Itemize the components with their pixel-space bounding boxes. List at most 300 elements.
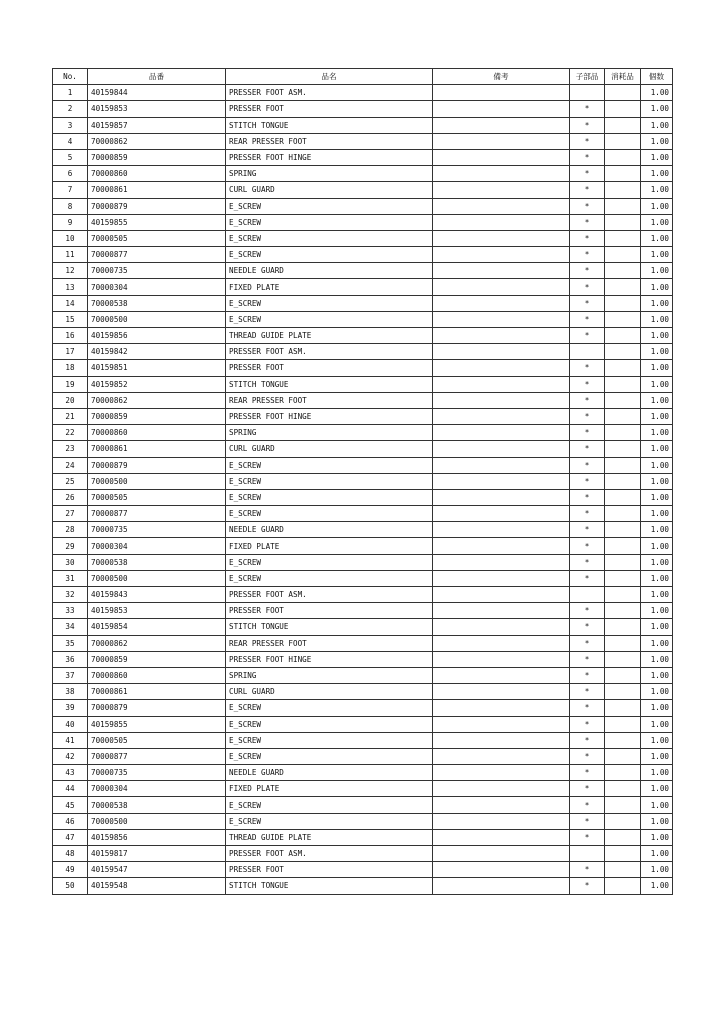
part-code: 70000505: [88, 732, 226, 748]
part-name: SPRING: [226, 667, 433, 683]
part-code: 70000879: [88, 700, 226, 716]
row-number: 49: [53, 862, 88, 878]
child-part-mark: *: [570, 328, 605, 344]
part-code: 70000538: [88, 554, 226, 570]
row-number: 47: [53, 829, 88, 845]
row-number: 21: [53, 408, 88, 424]
part-code: 70000877: [88, 247, 226, 263]
table-row: [53, 748, 673, 764]
remarks: [433, 619, 570, 635]
part-code: 40159855: [88, 214, 226, 230]
part-name: E_SCREW: [226, 797, 433, 813]
child-part-mark: *: [570, 149, 605, 165]
remarks: [433, 813, 570, 829]
part-code: 70000505: [88, 230, 226, 246]
row-number: 15: [53, 311, 88, 327]
child-part-mark: [570, 587, 605, 603]
row-number: 24: [53, 457, 88, 473]
remarks: [433, 878, 570, 894]
part-name: E_SCREW: [226, 700, 433, 716]
consumable-mark: [605, 101, 641, 117]
child-part-mark: *: [570, 538, 605, 554]
table-row: [53, 522, 673, 538]
child-part-mark: *: [570, 376, 605, 392]
table-row: [53, 214, 673, 230]
row-number: 7: [53, 182, 88, 198]
quantity: 1.00: [641, 182, 673, 198]
row-number: 13: [53, 279, 88, 295]
child-part-mark: *: [570, 311, 605, 327]
header-remarks: 備考: [433, 69, 570, 85]
quantity: 1.00: [641, 667, 673, 683]
part-code: 40159852: [88, 376, 226, 392]
part-code: 70000859: [88, 408, 226, 424]
child-part-mark: *: [570, 619, 605, 635]
row-number: 43: [53, 765, 88, 781]
consumable-mark: [605, 392, 641, 408]
remarks: [433, 651, 570, 667]
part-code: 40159854: [88, 619, 226, 635]
part-code: 40159844: [88, 85, 226, 101]
part-code: 70000304: [88, 538, 226, 554]
part-name: E_SCREW: [226, 732, 433, 748]
table-row: [53, 506, 673, 522]
table-row: [53, 230, 673, 246]
consumable-mark: [605, 684, 641, 700]
remarks: [433, 716, 570, 732]
quantity: 1.00: [641, 376, 673, 392]
remarks: [433, 667, 570, 683]
remarks: [433, 85, 570, 101]
row-number: 44: [53, 781, 88, 797]
part-code: 70000304: [88, 279, 226, 295]
child-part-mark: *: [570, 473, 605, 489]
row-number: 1: [53, 85, 88, 101]
quantity: 1.00: [641, 489, 673, 505]
child-part-mark: *: [570, 765, 605, 781]
child-part-mark: *: [570, 101, 605, 117]
table-row: [53, 538, 673, 554]
quantity: 1.00: [641, 732, 673, 748]
child-part-mark: *: [570, 279, 605, 295]
quantity: 1.00: [641, 813, 673, 829]
child-part-mark: [570, 85, 605, 101]
table-row: [53, 797, 673, 813]
quantity: 1.00: [641, 360, 673, 376]
part-name: E_SCREW: [226, 489, 433, 505]
quantity: 1.00: [641, 522, 673, 538]
part-code: 40159851: [88, 360, 226, 376]
part-code: 70000877: [88, 748, 226, 764]
row-number: 3: [53, 117, 88, 133]
part-name: PRESSER FOOT: [226, 360, 433, 376]
part-code: 70000735: [88, 522, 226, 538]
row-number: 29: [53, 538, 88, 554]
row-number: 17: [53, 344, 88, 360]
row-number: 30: [53, 554, 88, 570]
child-part-mark: *: [570, 117, 605, 133]
remarks: [433, 765, 570, 781]
child-part-mark: *: [570, 441, 605, 457]
child-part-mark: *: [570, 457, 605, 473]
consumable-mark: [605, 214, 641, 230]
table-row: [53, 425, 673, 441]
child-part-mark: *: [570, 716, 605, 732]
part-name: E_SCREW: [226, 295, 433, 311]
child-part-mark: *: [570, 797, 605, 813]
table-row: [53, 765, 673, 781]
quantity: 1.00: [641, 117, 673, 133]
part-name: NEEDLE GUARD: [226, 263, 433, 279]
remarks: [433, 117, 570, 133]
child-part-mark: *: [570, 392, 605, 408]
child-part-mark: *: [570, 522, 605, 538]
remarks: [433, 133, 570, 149]
child-part-mark: *: [570, 182, 605, 198]
row-number: 34: [53, 619, 88, 635]
part-name: E_SCREW: [226, 748, 433, 764]
consumable-mark: [605, 408, 641, 424]
table-row: [53, 441, 673, 457]
quantity: 1.00: [641, 85, 673, 101]
part-code: 70000879: [88, 457, 226, 473]
quantity: 1.00: [641, 457, 673, 473]
part-name: SPRING: [226, 166, 433, 182]
remarks: [433, 166, 570, 182]
part-name: SPRING: [226, 425, 433, 441]
part-name: STITCH TONGUE: [226, 376, 433, 392]
remarks: [433, 198, 570, 214]
table-row: [53, 635, 673, 651]
part-code: 40159842: [88, 344, 226, 360]
row-number: 20: [53, 392, 88, 408]
child-part-mark: *: [570, 603, 605, 619]
consumable-mark: [605, 700, 641, 716]
part-code: 40159548: [88, 878, 226, 894]
part-code: 70000500: [88, 813, 226, 829]
child-part-mark: *: [570, 295, 605, 311]
remarks: [433, 797, 570, 813]
row-number: 48: [53, 846, 88, 862]
remarks: [433, 538, 570, 554]
remarks: [433, 360, 570, 376]
row-number: 23: [53, 441, 88, 457]
remarks: [433, 700, 570, 716]
consumable-mark: [605, 878, 641, 894]
part-name: CURL GUARD: [226, 182, 433, 198]
table-row: [53, 247, 673, 263]
part-code: 70000859: [88, 149, 226, 165]
part-name: NEEDLE GUARD: [226, 765, 433, 781]
part-name: FIXED PLATE: [226, 538, 433, 554]
child-part-mark: *: [570, 360, 605, 376]
part-code: 70000304: [88, 781, 226, 797]
part-name: E_SCREW: [226, 570, 433, 586]
remarks: [433, 230, 570, 246]
part-code: 70000860: [88, 425, 226, 441]
table-row: [53, 781, 673, 797]
part-name: E_SCREW: [226, 716, 433, 732]
consumable-mark: [605, 133, 641, 149]
row-number: 19: [53, 376, 88, 392]
table-row: [53, 651, 673, 667]
consumable-mark: [605, 619, 641, 635]
quantity: 1.00: [641, 506, 673, 522]
consumable-mark: [605, 554, 641, 570]
consumable-mark: [605, 506, 641, 522]
row-number: 38: [53, 684, 88, 700]
table-row: [53, 489, 673, 505]
row-number: 22: [53, 425, 88, 441]
remarks: [433, 554, 570, 570]
consumable-mark: [605, 263, 641, 279]
consumable-mark: [605, 587, 641, 603]
table-row: [53, 878, 673, 894]
consumable-mark: [605, 425, 641, 441]
quantity: 1.00: [641, 538, 673, 554]
remarks: [433, 425, 570, 441]
child-part-mark: *: [570, 651, 605, 667]
remarks: [433, 732, 570, 748]
remarks: [433, 587, 570, 603]
consumable-mark: [605, 635, 641, 651]
row-number: 46: [53, 813, 88, 829]
part-code: 40159856: [88, 328, 226, 344]
consumable-mark: [605, 797, 641, 813]
quantity: 1.00: [641, 781, 673, 797]
consumable-mark: [605, 279, 641, 295]
remarks: [433, 311, 570, 327]
table-row: [53, 587, 673, 603]
table-row: [53, 117, 673, 133]
row-number: 50: [53, 878, 88, 894]
quantity: 1.00: [641, 473, 673, 489]
table-row: [53, 344, 673, 360]
remarks: [433, 328, 570, 344]
child-part-mark: [570, 344, 605, 360]
part-code: 70000538: [88, 797, 226, 813]
remarks: [433, 457, 570, 473]
header-part-name: 品名: [226, 69, 433, 85]
row-number: 45: [53, 797, 88, 813]
quantity: 1.00: [641, 408, 673, 424]
table-row: [53, 473, 673, 489]
quantity: 1.00: [641, 619, 673, 635]
child-part-mark: *: [570, 230, 605, 246]
row-number: 42: [53, 748, 88, 764]
row-number: 14: [53, 295, 88, 311]
row-number: 36: [53, 651, 88, 667]
part-name: E_SCREW: [226, 198, 433, 214]
part-code: 40159843: [88, 587, 226, 603]
consumable-mark: [605, 765, 641, 781]
part-name: CURL GUARD: [226, 684, 433, 700]
consumable-mark: [605, 247, 641, 263]
table-row: [53, 392, 673, 408]
child-part-mark: *: [570, 684, 605, 700]
child-part-mark: *: [570, 506, 605, 522]
header-consumable: 消耗品: [605, 69, 641, 85]
remarks: [433, 392, 570, 408]
remarks: [433, 489, 570, 505]
child-part-mark: *: [570, 748, 605, 764]
quantity: 1.00: [641, 230, 673, 246]
part-name: PRESSER FOOT HINGE: [226, 651, 433, 667]
part-name: THREAD GUIDE PLATE: [226, 328, 433, 344]
table-row: [53, 603, 673, 619]
quantity: 1.00: [641, 829, 673, 845]
table-row: [53, 279, 673, 295]
consumable-mark: [605, 570, 641, 586]
remarks: [433, 101, 570, 117]
table-row: [53, 408, 673, 424]
row-number: 28: [53, 522, 88, 538]
part-code: 70000500: [88, 473, 226, 489]
consumable-mark: [605, 667, 641, 683]
child-part-mark: [570, 846, 605, 862]
part-code: 40159817: [88, 846, 226, 862]
child-part-mark: *: [570, 133, 605, 149]
row-number: 35: [53, 635, 88, 651]
parts-table: [52, 68, 673, 895]
part-name: FIXED PLATE: [226, 781, 433, 797]
table-row: [53, 457, 673, 473]
consumable-mark: [605, 360, 641, 376]
table-row: [53, 619, 673, 635]
row-number: 11: [53, 247, 88, 263]
quantity: 1.00: [641, 328, 673, 344]
quantity: 1.00: [641, 748, 673, 764]
table-row: [53, 295, 673, 311]
part-code: 70000861: [88, 441, 226, 457]
remarks: [433, 149, 570, 165]
table-row: [53, 85, 673, 101]
child-part-mark: *: [570, 732, 605, 748]
part-name: E_SCREW: [226, 813, 433, 829]
child-part-mark: *: [570, 878, 605, 894]
quantity: 1.00: [641, 862, 673, 878]
part-name: FIXED PLATE: [226, 279, 433, 295]
consumable-mark: [605, 846, 641, 862]
remarks: [433, 182, 570, 198]
child-part-mark: *: [570, 862, 605, 878]
consumable-mark: [605, 376, 641, 392]
quantity: 1.00: [641, 344, 673, 360]
quantity: 1.00: [641, 635, 673, 651]
header-child-part: 子部品: [570, 69, 605, 85]
table-row: [53, 813, 673, 829]
child-part-mark: *: [570, 408, 605, 424]
consumable-mark: [605, 198, 641, 214]
part-code: 70000862: [88, 392, 226, 408]
consumable-mark: [605, 182, 641, 198]
table-row: [53, 862, 673, 878]
remarks: [433, 570, 570, 586]
part-code: 40159857: [88, 117, 226, 133]
remarks: [433, 684, 570, 700]
part-name: STITCH TONGUE: [226, 619, 433, 635]
table-row: [53, 667, 673, 683]
part-name: PRESSER FOOT ASM.: [226, 587, 433, 603]
child-part-mark: *: [570, 263, 605, 279]
part-name: THREAD GUIDE PLATE: [226, 829, 433, 845]
part-code: 40159853: [88, 603, 226, 619]
row-number: 10: [53, 230, 88, 246]
remarks: [433, 603, 570, 619]
part-code: 70000500: [88, 311, 226, 327]
quantity: 1.00: [641, 603, 673, 619]
row-number: 6: [53, 166, 88, 182]
header-quantity: 個数: [641, 69, 673, 85]
row-number: 26: [53, 489, 88, 505]
child-part-mark: *: [570, 813, 605, 829]
row-number: 4: [53, 133, 88, 149]
consumable-mark: [605, 489, 641, 505]
part-name: PRESSER FOOT ASM.: [226, 85, 433, 101]
consumable-mark: [605, 829, 641, 845]
quantity: 1.00: [641, 587, 673, 603]
child-part-mark: *: [570, 700, 605, 716]
consumable-mark: [605, 813, 641, 829]
table-row: [53, 554, 673, 570]
quantity: 1.00: [641, 263, 673, 279]
table-row: [53, 311, 673, 327]
table-row: [53, 182, 673, 198]
consumable-mark: [605, 117, 641, 133]
remarks: [433, 473, 570, 489]
table-row: [53, 829, 673, 845]
row-number: 33: [53, 603, 88, 619]
quantity: 1.00: [641, 198, 673, 214]
part-name: PRESSER FOOT: [226, 862, 433, 878]
part-name: PRESSER FOOT: [226, 603, 433, 619]
header-part-code: 品番: [88, 69, 226, 85]
quantity: 1.00: [641, 716, 673, 732]
remarks: [433, 635, 570, 651]
table-row: [53, 732, 673, 748]
part-name: CURL GUARD: [226, 441, 433, 457]
parts-list-sheet: [52, 68, 672, 895]
part-name: PRESSER FOOT HINGE: [226, 408, 433, 424]
row-number: 25: [53, 473, 88, 489]
quantity: 1.00: [641, 570, 673, 586]
quantity: 1.00: [641, 878, 673, 894]
consumable-mark: [605, 85, 641, 101]
quantity: 1.00: [641, 295, 673, 311]
remarks: [433, 408, 570, 424]
part-code: 70000859: [88, 651, 226, 667]
part-name: E_SCREW: [226, 214, 433, 230]
remarks: [433, 247, 570, 263]
table-row: [53, 570, 673, 586]
child-part-mark: *: [570, 214, 605, 230]
quantity: 1.00: [641, 247, 673, 263]
quantity: 1.00: [641, 279, 673, 295]
table-header-row: [53, 69, 673, 85]
table-row: [53, 328, 673, 344]
table-row: [53, 716, 673, 732]
row-number: 5: [53, 149, 88, 165]
remarks: [433, 522, 570, 538]
quantity: 1.00: [641, 214, 673, 230]
quantity: 1.00: [641, 797, 673, 813]
table-row: [53, 166, 673, 182]
part-code: 70000877: [88, 506, 226, 522]
remarks: [433, 279, 570, 295]
table-row: [53, 684, 673, 700]
part-name: E_SCREW: [226, 230, 433, 246]
quantity: 1.00: [641, 700, 673, 716]
